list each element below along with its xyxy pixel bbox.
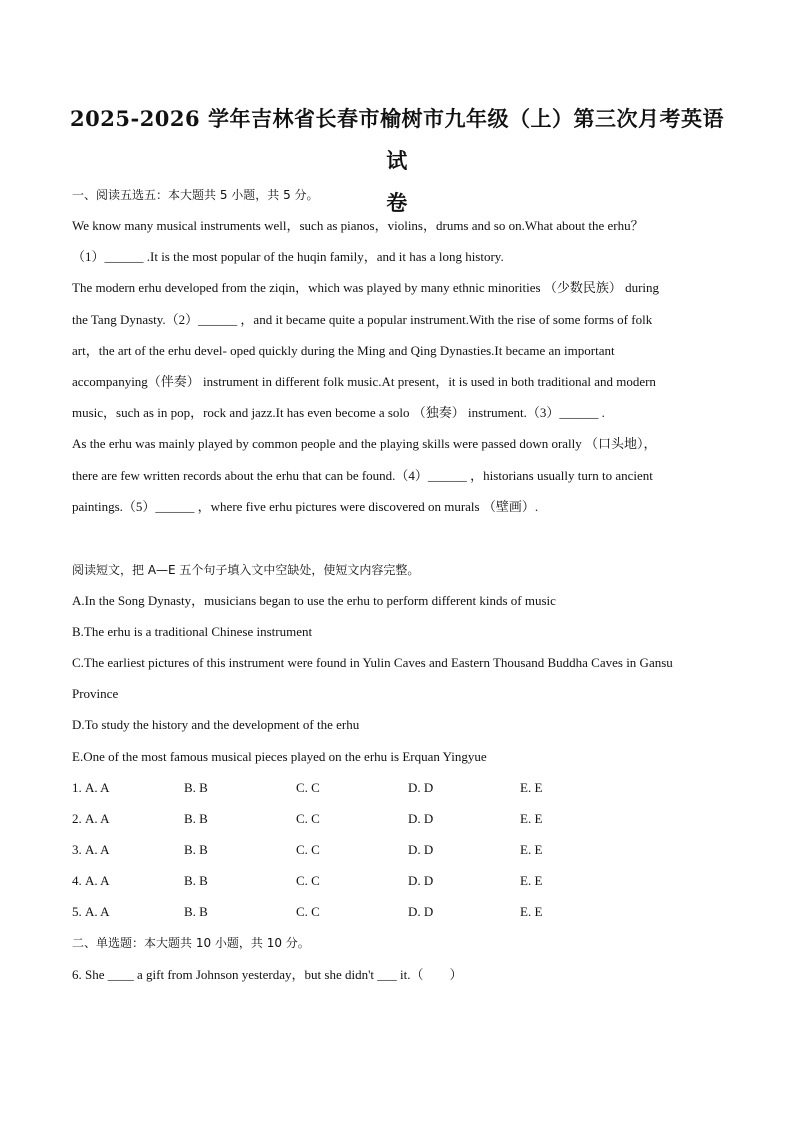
question-number: 5. (72, 904, 82, 919)
question-number: 2. (72, 811, 82, 826)
choice-a: A.In the Song Dynasty，musicians began to use the erhu to perform different kinds of music (72, 593, 556, 608)
option-c[interactable]: C. C (296, 780, 320, 795)
option-e[interactable]: E. E (520, 904, 543, 919)
option-d[interactable]: D. D (408, 780, 434, 795)
choice-d: D.To study the history and the development of the erhu (72, 717, 360, 732)
passage-line: the Tang Dynasty.（2）______ ，and it became quite a popular instrument.With the rise of some forms of folk (72, 312, 653, 327)
passage-line: The modern erhu developed from the ziqin，which was played by many ethnic minorities （少数民族） during (72, 280, 660, 295)
instruction-text: 阅读短文，把 A—E 五个句子填入文中空缺处，使短文内容完整。 (72, 563, 420, 577)
option-a[interactable]: A. A (85, 904, 110, 919)
option-a[interactable]: A. A (85, 811, 110, 826)
answer-row (72, 842, 632, 858)
option-d[interactable]: D. D (408, 842, 434, 857)
section-1-header: 一、阅读五选五：本大题共 5 小题，共 5 分。 (72, 188, 319, 202)
option-b[interactable]: B. B (184, 842, 208, 857)
passage-line: paintings.（5）______ ，where five erhu pictures were discovered on murals （壁画）. (72, 499, 539, 514)
option-b[interactable]: B. B (184, 811, 208, 826)
passage-line: music，such as in pop，rock and jazz.It has even become a solo （独奏） instrument.（3）______ . (72, 405, 605, 420)
option-c[interactable]: C. C (296, 811, 320, 826)
option-b[interactable]: B. B (184, 873, 208, 888)
option-c[interactable]: C. C (296, 904, 320, 919)
option-d[interactable]: D. D (408, 811, 434, 826)
option-a[interactable]: A. A (85, 842, 110, 857)
answer-row (72, 904, 632, 920)
passage-line: accompanying（伴奏） instrument in different folk music.At present，it is used in both traditional and modern (72, 374, 656, 389)
option-b[interactable]: B. B (184, 780, 208, 795)
option-c[interactable]: C. C (296, 842, 320, 857)
question-number: 3. (72, 842, 82, 857)
document-title (60, 98, 734, 224)
option-d[interactable]: D. D (408, 904, 434, 919)
question-number: 1. (72, 780, 82, 795)
choice-e: E.One of the most famous musical pieces played on the erhu is Erquan Yingyue (72, 749, 487, 764)
title-line-1: 2025-2026 学年吉林省长春市榆树市九年级（上）第三次月考英语试 (70, 106, 724, 173)
option-d[interactable]: D. D (408, 873, 434, 888)
option-e[interactable]: E. E (520, 811, 543, 826)
option-b[interactable]: B. B (184, 904, 208, 919)
passage-line: art，the art of the erhu devel- oped quickly during the Ming and Qing Dynasties.It became an important (72, 343, 615, 358)
option-a[interactable]: A. A (85, 873, 110, 888)
passage-line: there are few written records about the erhu that can be found.（4）______ ，historians usually turn to ancient (72, 468, 653, 483)
choice-b: B.The erhu is a traditional Chinese instrument (72, 624, 313, 639)
option-e[interactable]: E. E (520, 780, 543, 795)
choice-c: C.The earliest pictures of this instrument were found in Yulin Caves and Eastern Thousand Buddha Caves in Gansu (72, 655, 673, 670)
option-c[interactable]: C. C (296, 873, 320, 888)
choice-c-continued: Province (72, 686, 119, 701)
answer-row (72, 811, 632, 827)
title-line-2: 卷 (386, 190, 408, 215)
answer-row (72, 780, 632, 796)
option-e[interactable]: E. E (520, 842, 543, 857)
section-2-header: 二、单选题：本大题共 10 小题，共 10 分。 (72, 936, 310, 950)
passage-line: We know many musical instruments well，such as pianos，violins，drums and so on.What about the erhu？ (72, 218, 644, 233)
option-e[interactable]: E. E (520, 873, 543, 888)
passage-line: As the erhu was mainly played by common people and the playing skills were passed down orally （口头地）， (72, 436, 657, 451)
question-6: 6. She ____ a gift from Johnson yesterday，but she didn't ___ it.（ ） (72, 967, 463, 982)
answer-row (72, 873, 632, 889)
option-a[interactable]: A. A (85, 780, 110, 795)
question-number: 4. (72, 873, 82, 888)
passage-line: （1）______ .It is the most popular of the huqin family，and it has a long history. (72, 249, 504, 264)
